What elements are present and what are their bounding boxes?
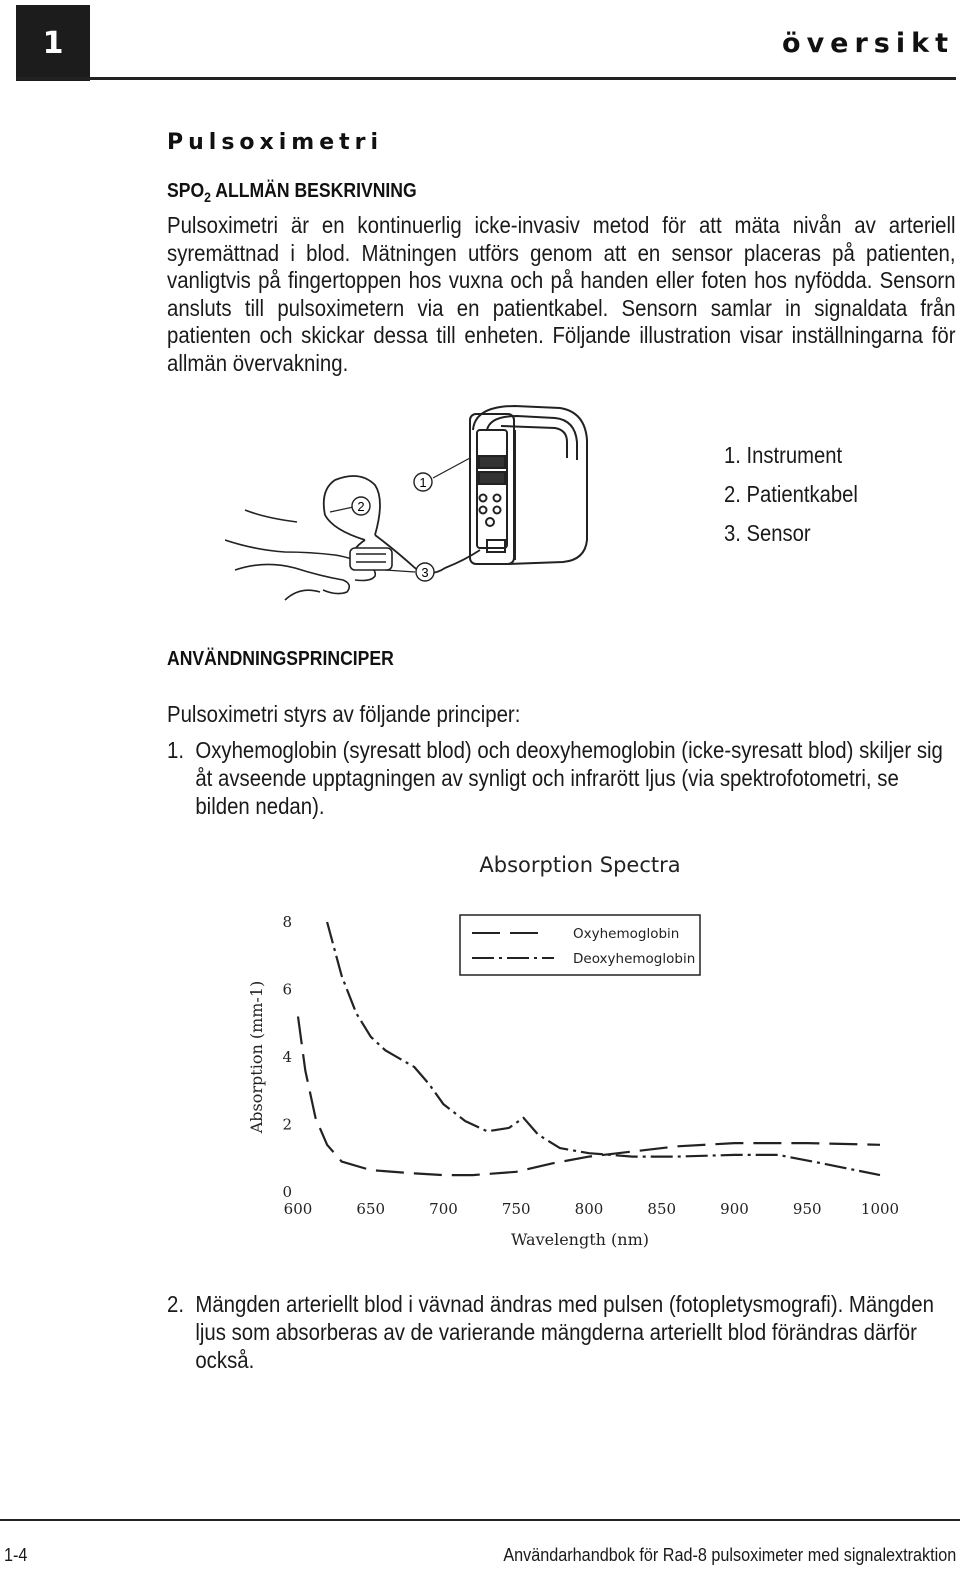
y-tick-label: 0 bbox=[282, 1183, 292, 1201]
patient-cable-drawing bbox=[324, 476, 480, 573]
chapter-number-box bbox=[16, 5, 90, 81]
list-item-number: 2. bbox=[167, 1291, 185, 1317]
chart-y-ticks bbox=[282, 913, 292, 1201]
x-tick-label: 600 bbox=[283, 1200, 313, 1218]
footer-divider bbox=[0, 1519, 960, 1521]
svg-text:1: 1 bbox=[419, 475, 427, 490]
legend-item-sensor: 3. Sensor bbox=[724, 520, 811, 546]
callout-1 bbox=[414, 473, 432, 491]
y-tick-label: 4 bbox=[282, 1048, 292, 1066]
principles-intro: Pulsoximetri styrs av följande principer: bbox=[167, 701, 521, 727]
x-tick-label: 750 bbox=[501, 1200, 531, 1218]
callout-3 bbox=[416, 563, 434, 581]
list-item bbox=[167, 736, 956, 820]
document-title: Användarhandbok för Rad-8 pulsoximeter med signalextraktion bbox=[503, 1545, 956, 1565]
spo2-heading bbox=[167, 180, 417, 205]
spo2-heading-subscript: 2 bbox=[204, 189, 212, 205]
chapter-number: 1 bbox=[42, 25, 64, 61]
y-tick-label: 8 bbox=[282, 913, 292, 931]
page-number: 1-4 bbox=[4, 1545, 28, 1565]
header-divider bbox=[16, 77, 956, 80]
y-tick-label: 2 bbox=[282, 1115, 292, 1134]
principles-heading: ANVÄNDNINGSPRINCIPER bbox=[167, 648, 394, 670]
callout-2 bbox=[352, 497, 370, 515]
x-tick-label: 900 bbox=[720, 1200, 749, 1218]
legend-item-patient-cable: 2. Patientkabel bbox=[724, 481, 858, 507]
legend-item-instrument: 1. Instrument bbox=[724, 442, 843, 468]
x-tick-label: 850 bbox=[647, 1200, 677, 1218]
absorption-spectra-chart bbox=[240, 840, 900, 1260]
x-tick-label: 1000 bbox=[860, 1200, 900, 1218]
list-item-number: 1. bbox=[167, 737, 185, 763]
x-tick-label: 700 bbox=[429, 1200, 458, 1218]
x-tick-label: 650 bbox=[356, 1200, 386, 1218]
x-tick-label: 950 bbox=[792, 1200, 822, 1218]
pulse-oximeter-illustration bbox=[225, 400, 605, 605]
chart-legend bbox=[460, 915, 700, 975]
section-title: Pulsoximetri bbox=[167, 130, 384, 155]
svg-text:3: 3 bbox=[421, 565, 429, 580]
spo2-heading-prefix: SPO bbox=[167, 180, 205, 202]
spo2-paragraph: Pulsoximetri är en kontinuerlig icke-invasiv metod för att mäta nivån av arteriell syremättnad i blod. Mätningen utförs genom att en sensor placeras på patienten, vanligtvis på fingertoppen hos vuxna och på handen eller foten hos nyfödda. Sensorn ansluts till pulsoximetern via en patientkabel. Sensorn samlar in signaldata från patienten och skickar dessa till enheten. Följande illustration visar inställningarna för allmän övervakning. bbox=[167, 212, 956, 376]
chapter-title: översikt bbox=[782, 28, 954, 59]
x-tick-label: 800 bbox=[574, 1200, 604, 1218]
legend-label-deoxyhemoglobin: Deoxyhemoglobin bbox=[573, 951, 696, 967]
list-item bbox=[167, 1290, 956, 1374]
series-line-oxyhemoglobin bbox=[298, 1017, 880, 1176]
spo2-heading-text: ALLMÄN BESKRIVNING bbox=[211, 180, 417, 202]
y-tick-label: 6 bbox=[282, 980, 292, 999]
instrument-drawing bbox=[470, 406, 587, 564]
hand-drawing bbox=[225, 510, 392, 600]
chart-y-axis-label: Absorption (mm-1) bbox=[247, 980, 266, 1134]
chart-x-ticks bbox=[284, 1200, 899, 1218]
legend-label-oxyhemoglobin: Oxyhemoglobin bbox=[573, 926, 680, 942]
list-item-text: Oxyhemoglobin (syresatt blod) och deoxyhemoglobin (icke-syresatt blod) skiljer sig åt avseende upptagningen av synligt och infrarött ljus (via spektrofotometri, se bilden nedan). bbox=[195, 737, 943, 819]
list-item-text: Mängden arteriellt blod i vävnad ändras med pulsen (fotopletysmografi). Mängden ljus som absorberas av de varierande mängderna arteriellt blod förändras därför också. bbox=[195, 1291, 934, 1373]
svg-text:2: 2 bbox=[357, 499, 365, 514]
illustration-legend bbox=[724, 436, 858, 553]
chart-title: Absorption Spectra bbox=[479, 853, 681, 877]
chart-x-axis-label: Wavelength (nm) bbox=[510, 1230, 650, 1249]
